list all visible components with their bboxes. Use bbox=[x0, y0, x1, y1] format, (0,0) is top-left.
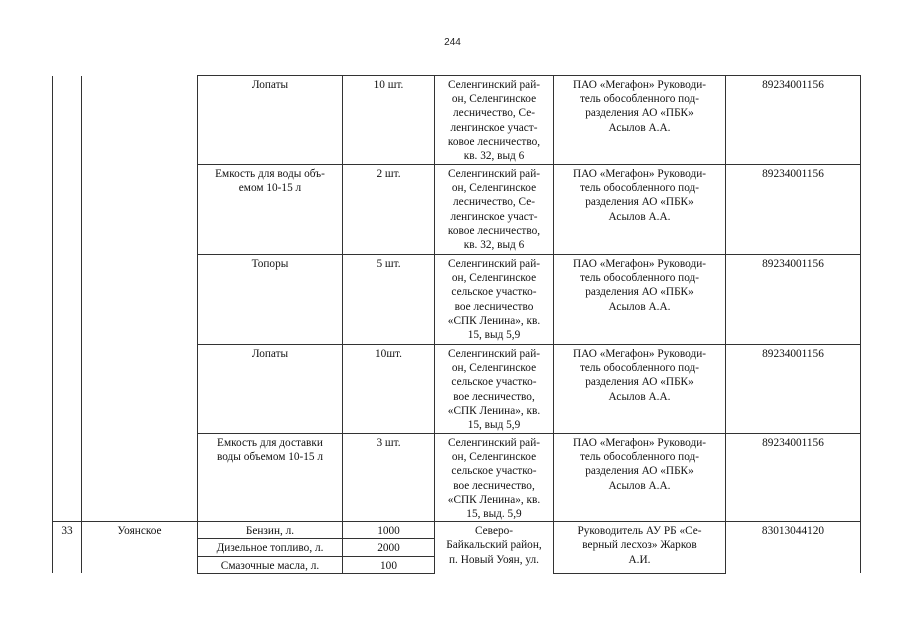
item-cell bbox=[198, 76, 343, 165]
text-line: «СПК Ленина», кв. bbox=[447, 404, 541, 417]
number-cell bbox=[53, 434, 82, 522]
text-line: ПАО «Мегафон» Руководи- bbox=[572, 348, 707, 360]
text-line: разделения АО «ПБК» bbox=[585, 465, 694, 478]
settlement-cell bbox=[82, 345, 198, 434]
text-line: ленгинское участ- bbox=[450, 121, 538, 134]
number-cell bbox=[53, 76, 82, 165]
text-line: тель обособленного под- bbox=[579, 93, 700, 106]
phone-cell: 89234001156 bbox=[726, 345, 861, 434]
text-line: сельское участко- bbox=[451, 465, 537, 478]
text-line: «СПК Ленина», кв. bbox=[447, 493, 541, 506]
quantity-cell: 100 bbox=[343, 556, 435, 573]
location-cell bbox=[435, 165, 554, 255]
text-line: сельское участко- bbox=[451, 376, 537, 389]
phone-cell: 83013044120 bbox=[726, 522, 861, 574]
text-line: тель обособленного под- bbox=[579, 451, 700, 464]
number-cell bbox=[53, 345, 82, 434]
number-cell bbox=[53, 165, 82, 255]
quantity-cell: 5 шт. bbox=[343, 255, 435, 345]
text-line: Асылов А.А. bbox=[608, 210, 671, 223]
quantity-cell: 10 шт. bbox=[343, 76, 435, 165]
text-line: 15, выд 5,9 bbox=[467, 419, 521, 432]
text-line: вое лесничество, bbox=[453, 479, 535, 492]
table-row bbox=[53, 345, 861, 434]
text-line: лесничество, Се- bbox=[453, 107, 535, 120]
text-line: разделения АО «ПБК» bbox=[585, 376, 694, 389]
phone-cell: 89234001156 bbox=[726, 165, 861, 255]
table-row bbox=[53, 255, 861, 345]
quantity-cell: 2000 bbox=[343, 539, 435, 556]
settlement-cell bbox=[82, 165, 198, 255]
text-line: лесничество, Се- bbox=[453, 196, 535, 209]
text-line: Байкальский район, bbox=[446, 539, 542, 552]
text-line: Асылов А.А. bbox=[608, 300, 671, 313]
text-line: Асылов А.А. bbox=[608, 121, 671, 134]
phone-cell: 89234001156 bbox=[726, 255, 861, 345]
text-line: тель обособленного под- bbox=[579, 272, 700, 285]
table-row bbox=[53, 522, 861, 539]
text-line: разделения АО «ПБК» bbox=[585, 196, 694, 209]
text-line: ленгинское участ- bbox=[450, 210, 538, 223]
table-body bbox=[53, 76, 861, 574]
text-line: Селенгинский рай- bbox=[448, 258, 540, 270]
quantity-cell: 1000 bbox=[343, 522, 435, 539]
text-line: разделения АО «ПБК» bbox=[585, 107, 694, 120]
table-row bbox=[53, 434, 861, 522]
phone-cell: 89234001156 bbox=[726, 434, 861, 522]
text-line: он, Селенгинское bbox=[451, 93, 537, 106]
text-line: он, Селенгинское bbox=[451, 451, 537, 464]
text-line: разделения АО «ПБК» bbox=[585, 286, 694, 299]
responsible-cell bbox=[554, 255, 726, 345]
text-line: кв. 32, выд 6 bbox=[463, 150, 525, 163]
text-line: «СПК Ленина», кв. bbox=[447, 314, 541, 327]
responsible-cell bbox=[554, 522, 726, 574]
text-line: 15, выд. 5,9 bbox=[466, 508, 522, 521]
text-line: воды объемом 10-15 л bbox=[216, 451, 324, 464]
location-cell bbox=[435, 522, 554, 574]
text-line: Селенгинский рай- bbox=[448, 168, 540, 180]
text-line: ПАО «Мегафон» Руководи- bbox=[572, 79, 707, 91]
settlement-cell bbox=[82, 255, 198, 345]
table-row bbox=[53, 165, 861, 255]
item-cell: Дизельное топливо, л. bbox=[198, 539, 343, 556]
text-line: Лопаты bbox=[251, 79, 289, 91]
resources-table bbox=[52, 75, 861, 574]
text-line: он, Селенгинское bbox=[451, 362, 537, 375]
text-line: кв. 32, выд 6 bbox=[463, 239, 525, 252]
item-cell bbox=[198, 345, 343, 434]
text-line: ковое лесничество, bbox=[447, 135, 541, 148]
location-cell bbox=[435, 76, 554, 165]
location-cell bbox=[435, 345, 554, 434]
number-cell: 33 bbox=[53, 522, 82, 574]
text-line: Селенгинский рай- bbox=[448, 437, 540, 449]
quantity-cell: 3 шт. bbox=[343, 434, 435, 522]
settlement-cell bbox=[82, 434, 198, 522]
settlement-cell bbox=[82, 76, 198, 165]
text-line: ПАО «Мегафон» Руководи- bbox=[572, 168, 707, 180]
text-line: п. Новый Уоян, ул. bbox=[449, 553, 539, 566]
text-line: Асылов А.А. bbox=[608, 390, 671, 403]
text-line: емом 10-15 л bbox=[238, 182, 302, 195]
text-line: Лопаты bbox=[251, 348, 289, 360]
table-row bbox=[53, 76, 861, 165]
settlement-cell: Уоянское bbox=[82, 522, 198, 574]
number-cell bbox=[53, 255, 82, 345]
phone-cell: 89234001156 bbox=[726, 76, 861, 165]
text-line: Северо- bbox=[474, 525, 514, 538]
responsible-cell bbox=[554, 345, 726, 434]
text-line: Селенгинский рай- bbox=[448, 348, 540, 360]
text-line: вое лесничество, bbox=[453, 390, 535, 403]
text-line: Руководитель АУ РБ «Се- bbox=[577, 525, 702, 538]
text-line: он, Селенгинское bbox=[451, 272, 537, 285]
responsible-cell bbox=[554, 165, 726, 255]
text-line: А.И. bbox=[628, 553, 651, 566]
text-line: тель обособленного под- bbox=[579, 182, 700, 195]
text-line: тель обособленного под- bbox=[579, 362, 700, 375]
quantity-cell: 10шт. bbox=[343, 345, 435, 434]
text-line: 15, выд 5,9 bbox=[467, 329, 521, 342]
text-line: вое лесничество bbox=[454, 300, 534, 313]
item-cell bbox=[198, 434, 343, 522]
page-number: 244 bbox=[444, 37, 461, 48]
text-line: Топоры bbox=[251, 258, 289, 270]
text-line: Емкость для воды объ- bbox=[215, 168, 325, 180]
text-line: ковое лесничество, bbox=[447, 224, 541, 237]
text-line: верный лесхоз» Жарков bbox=[582, 539, 697, 552]
text-line: он, Селенгинское bbox=[451, 182, 537, 195]
text-line: Емкость для доставки bbox=[217, 437, 323, 449]
text-line: сельское участко- bbox=[451, 286, 537, 299]
item-cell bbox=[198, 255, 343, 345]
responsible-cell bbox=[554, 76, 726, 165]
item-cell: Бензин, л. bbox=[198, 522, 343, 539]
location-cell bbox=[435, 434, 554, 522]
item-cell bbox=[198, 165, 343, 255]
quantity-cell: 2 шт. bbox=[343, 165, 435, 255]
responsible-cell bbox=[554, 434, 726, 522]
text-line: ПАО «Мегафон» Руководи- bbox=[572, 258, 707, 270]
item-cell: Смазочные масла, л. bbox=[198, 556, 343, 573]
text-line: ПАО «Мегафон» Руководи- bbox=[572, 437, 707, 449]
location-cell bbox=[435, 255, 554, 345]
text-line: Селенгинский рай- bbox=[448, 79, 540, 91]
text-line: Асылов А.А. bbox=[608, 479, 671, 492]
